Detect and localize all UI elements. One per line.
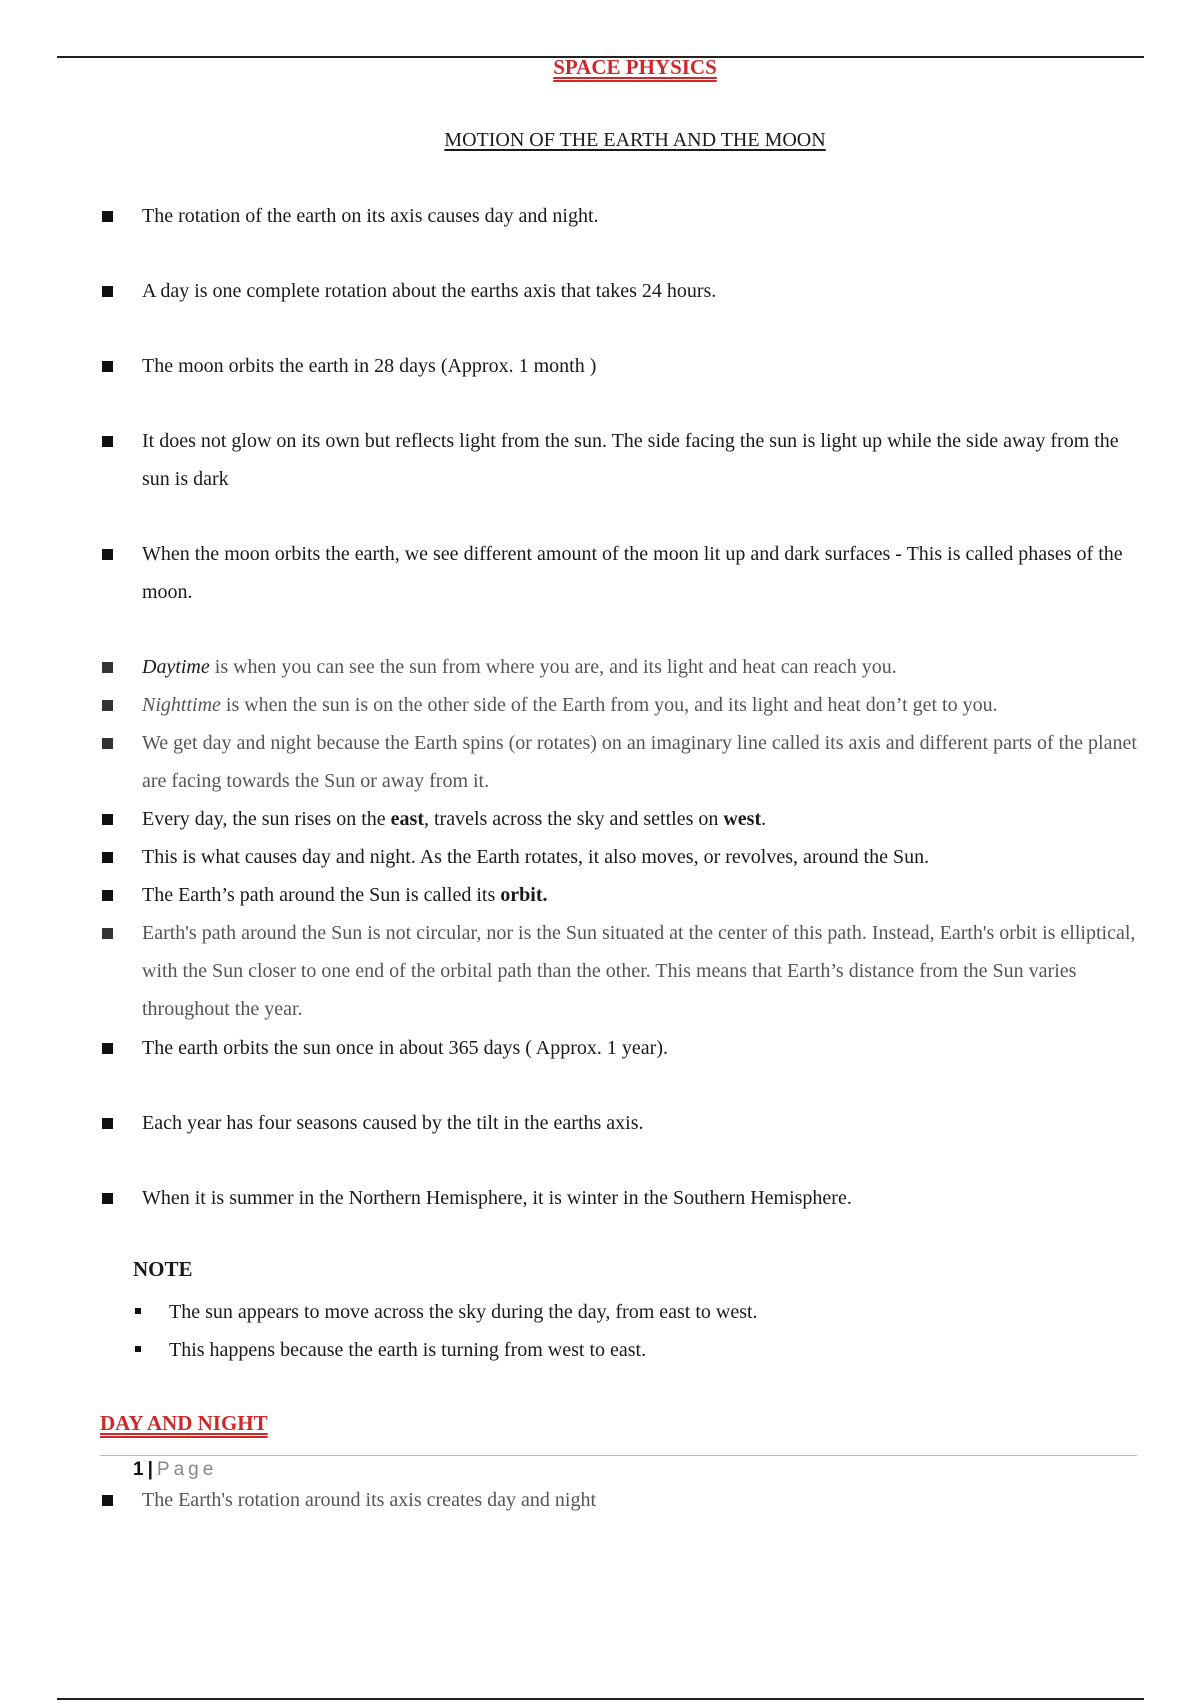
list-item-text: The Earth’s path around the Sun is called its orbit.	[142, 884, 548, 906]
small-square-bullet-icon	[135, 1308, 141, 1314]
square-bullet-icon	[102, 1118, 113, 1129]
note-item-text: This happens because the earth is turning from west to east.	[169, 1339, 647, 1361]
square-bullet-icon	[102, 286, 113, 297]
list-item-text: The Earth's rotation around its axis creates day and night	[142, 1489, 597, 1511]
square-bullet-icon	[102, 890, 113, 901]
section-heading: DAY AND NIGHT	[100, 1411, 268, 1435]
list-item-text: This is what causes day and night. As the Earth rotates, it also moves, or revolves, around the Sun.	[142, 846, 930, 868]
page-subtitle: MOTION OF THE EARTH AND THE MOON	[444, 129, 826, 151]
square-bullet-icon	[102, 700, 113, 711]
square-bullet-icon	[102, 1043, 113, 1054]
small-square-bullet-icon	[135, 1346, 141, 1352]
list-item-text: The moon orbits the earth in 28 days (Approx. 1 month )	[142, 355, 597, 377]
list-item-text: Daytime is when you can see the sun from where you are, and its light and heat can reach you.	[142, 656, 897, 678]
list-item-text: When the moon orbits the earth, we see different amount of the moon lit up and dark surfaces - This is called phases of the moon.	[142, 543, 1123, 603]
page-title: SPACE PHYSICS	[553, 55, 717, 79]
square-bullet-icon	[102, 1193, 113, 1204]
list-item-text: The rotation of the earth on its axis causes day and night.	[142, 205, 599, 227]
square-bullet-icon	[102, 738, 113, 749]
square-bullet-icon	[102, 814, 113, 825]
list-item-text: When it is summer in the Northern Hemisphere, it is winter in the Southern Hemisphere.	[142, 1187, 852, 1209]
square-bullet-icon	[102, 361, 113, 372]
list-item-text: It does not glow on its own but reflects light from the sun. The side facing the sun is light up while the side away from the sun is dark	[142, 430, 1119, 490]
square-bullet-icon	[102, 852, 113, 863]
list-item-text: Earth's path around the Sun is not circular, nor is the Sun situated at the center of this path. Instead, Earth's orbit is elliptical, with the Sun closer to one end of the orbital path than the other. This means that Earth’s distance from the Sun varies throughout the year.	[142, 922, 1136, 1020]
list-item-text: Nighttime is when the sun is on the other side of the Earth from you, and its light and heat don’t get to you.	[142, 694, 998, 716]
list-item-text: A day is one complete rotation about the earths axis that takes 24 hours.	[142, 280, 717, 302]
list-item-text: The earth orbits the sun once in about 365 days ( Approx. 1 year).	[142, 1037, 668, 1059]
list-item-text: Every day, the sun rises on the east, travels across the sky and settles on west.	[142, 808, 767, 830]
list-item-text: We get day and night because the Earth spins (or rotates) on an imaginary line called its axis and different parts of the planet are facing towards the Sun or away from it.	[142, 732, 1137, 792]
note-heading: NOTE	[133, 1257, 193, 1281]
square-bullet-icon	[102, 1495, 113, 1506]
footer-rule	[100, 1455, 1137, 1456]
square-bullet-icon	[102, 436, 113, 447]
note-item-text: The sun appears to move across the sky during the day, from east to west.	[169, 1301, 758, 1323]
page-number: 1 | Page	[133, 1459, 218, 1480]
square-bullet-icon	[102, 211, 113, 222]
square-bullet-icon	[102, 549, 113, 560]
list-item-text: Each year has four seasons caused by the tilt in the earths axis.	[142, 1112, 644, 1134]
square-bullet-icon	[102, 928, 113, 939]
square-bullet-icon	[102, 662, 113, 673]
